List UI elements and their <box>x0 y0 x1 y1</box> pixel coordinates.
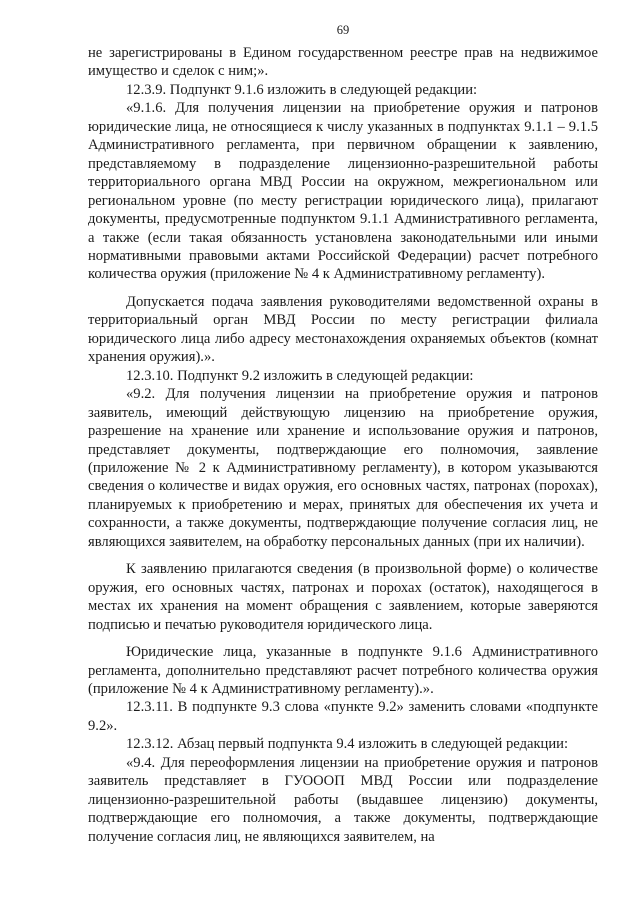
paragraph-12-3-11: 12.3.11. В подпункте 9.3 слова «пункте 9.2» заменить словами «подпункте 9.2». <box>88 699 598 734</box>
paragraph-9-1-6: «9.1.6. Для получения лицензии на приобретение оружия и патронов юридические лица, не относящиеся к числу указанных в подпунктах 9.1.1 – 9.1.5 Административного регламента, при первичном обращении к заявлению, представляемому в подразделение лицензионно-разрешительной работы территориального органа МВД России на окружном, межрегиональном или региональном уровне (по месту регистрации юридического лица), прилагают документы, предусмотренные подпунктом 9.1.1 Административного регламента, а также (если такая обязанность установлена законодательными или иными нормативными правовыми актами Российской Федерации) расчет потребного количества оружия (приложение № 4 к Административному регламенту). <box>88 100 598 283</box>
paragraph-9-2: «9.2. Для получения лицензии на приобретение оружия и патронов заявитель, имеющий действующую лицензию на приобретение оружия, разрешение на хранение или хранение и использование оружия и патронов, представляет документы, подтверждающие его полномочия, заявление (приложение № 2 к Административному регламенту), в котором указываются сведения о количестве и видах оружия, его основных частях, патронах (порохах), планируемых к приобретению и мерах, принятых для обеспечения их учета и сохранности, а также документы, подтверждающие получение согласия лиц, не являющихся заявителем, на обработку персональных данных (при их наличии). <box>88 386 598 550</box>
page-number: 69 <box>336 23 350 37</box>
paragraph-continued: не зарегистрированы в Едином государственном реестре прав на недвижимое имущество и сделок с ним;». <box>88 45 598 80</box>
paragraph-dopuskaetsya: Допускается подача заявления руководителями ведомственной охраны в территориальный орган МВД России по месту регистрации филиала юридического лица либо адресу местонахождения охраняемых объектов (комнат хранения оружия).». <box>88 293 598 366</box>
paragraph-12-3-12: 12.3.12. Абзац первый подпункта 9.4 изложить в следующей редакции: <box>126 736 569 753</box>
document-page <box>88 22 598 846</box>
paragraph-12-3-9: 12.3.9. Подпункт 9.1.6 изложить в следующей редакции: <box>126 81 478 98</box>
paragraph-k-zayavleniyu: К заявлению прилагаются сведения (в произвольной форме) о количестве оружия, его основных частях, патронах и порохах (остаток), находящегося в местах их хранения на момент обращения с заявлением, которые заверяются подписью и печатью руководителя юридического лица. <box>88 561 598 633</box>
paragraph-9-4: «9.4. Для переоформления лицензии на приобретение оружия и патронов заявитель представляет в ГУОООП МВД России или подразделение лицензионно-разрешительной работы (выдавшее лицензию) документы, подтверждающие его полномочия, а также документы, подтверждающие получение согласия лиц, не являющихся заявителем, на <box>88 754 598 845</box>
paragraph-yuridicheskie: Юридические лица, указанные в подпункте 9.1.6 Административного регламента, дополнительно представляют расчет потребного количества оружия (приложение № 4 к Административному регламенту).». <box>88 644 598 697</box>
paragraph-12-3-10: 12.3.10. Подпункт 9.2 изложить в следующей редакции: <box>126 367 474 384</box>
